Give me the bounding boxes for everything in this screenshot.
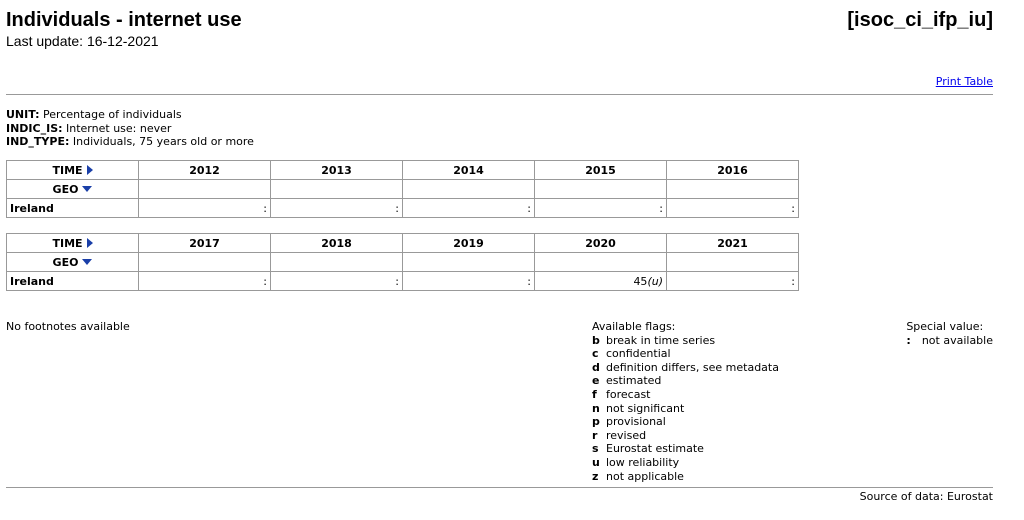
- geo-header-row: [7, 180, 799, 199]
- triangle-right-icon[interactable]: [87, 165, 93, 175]
- data-table-1: [6, 160, 799, 218]
- empty-cell: [271, 180, 403, 199]
- year-header: 2017: [139, 234, 271, 253]
- geo-dimension-header[interactable]: [7, 253, 139, 272]
- empty-cell: [667, 180, 799, 199]
- flag-code: s: [592, 442, 599, 456]
- value-cell: [667, 199, 799, 218]
- flag-label: break in time series: [606, 333, 716, 347]
- geo-label-ireland: Ireland: [7, 272, 139, 291]
- flag-label: not significant: [606, 401, 685, 415]
- geo-label-ireland: Ireland: [7, 199, 139, 218]
- value-cell: [271, 199, 403, 218]
- year-header: 2018: [271, 234, 403, 253]
- flag-label: not applicable: [606, 469, 684, 483]
- year-header: 2012: [139, 161, 271, 180]
- meta-unit: [6, 108, 254, 122]
- value-cell: [403, 199, 535, 218]
- flag-code: p: [592, 415, 600, 429]
- flag-item: [592, 456, 779, 470]
- value: :: [263, 274, 267, 288]
- meta-key: IND_TYPE:: [6, 135, 70, 148]
- meta-key: UNIT:: [6, 108, 40, 121]
- value: :: [527, 274, 531, 288]
- flag-label: forecast: [606, 387, 651, 401]
- value: :: [263, 201, 267, 215]
- empty-cell: [403, 180, 535, 199]
- flag-label: definition differs, see metadata: [606, 360, 779, 374]
- value: :: [791, 274, 795, 288]
- geo-header-row: [7, 253, 799, 272]
- empty-cell: [403, 253, 535, 272]
- flag-item: [592, 374, 779, 388]
- flag-code: z: [592, 469, 599, 483]
- empty-cell: [139, 253, 271, 272]
- source-note: Source of data: Eurostat: [859, 490, 993, 503]
- triangle-right-icon[interactable]: [87, 238, 93, 248]
- time-header-row: [7, 234, 799, 253]
- flag-item: [592, 415, 779, 429]
- value-cell: [535, 272, 667, 291]
- value-cell: [139, 272, 271, 291]
- geo-label: GEO: [52, 182, 79, 196]
- flags-title: Available flags:: [592, 320, 676, 333]
- flag-item: [592, 361, 779, 375]
- year-header: 2019: [403, 234, 535, 253]
- divider-bottom: [6, 487, 993, 488]
- value: :: [527, 201, 531, 215]
- meta-key: INDIC_IS:: [6, 121, 63, 135]
- flag-label: low reliability: [606, 455, 680, 469]
- special-value-legend: [906, 320, 993, 347]
- flag-code: f: [592, 387, 597, 401]
- value: :: [395, 274, 399, 288]
- empty-cell: [535, 180, 667, 199]
- value-cell: [403, 272, 535, 291]
- year-header: 2020: [535, 234, 667, 253]
- flag-label: estimated: [606, 374, 662, 388]
- flag-label: Eurostat estimate: [606, 442, 704, 456]
- geo-label: GEO: [52, 255, 79, 269]
- flag-item: [592, 402, 779, 416]
- special-value-label: not available: [921, 333, 993, 347]
- special-value-item: [906, 334, 993, 348]
- year-header: 2016: [667, 161, 799, 180]
- table-row: [7, 199, 799, 218]
- value: :: [395, 201, 399, 215]
- table-row: [7, 272, 799, 291]
- empty-cell: [139, 180, 271, 199]
- special-value-code: :: [906, 333, 911, 347]
- print-table-link[interactable]: Print Table: [935, 75, 993, 88]
- meta-value: Individuals, 75 years old or more: [72, 135, 254, 148]
- flag-item: [592, 429, 779, 443]
- value: 45: [633, 274, 648, 288]
- dataset-code: [isoc_ci_ifp_iu]: [847, 9, 993, 31]
- special-value-title: Special value:: [906, 320, 984, 333]
- empty-cell: [667, 253, 799, 272]
- year-header: 2015: [535, 161, 667, 180]
- meta-value: Internet use: never: [66, 121, 172, 135]
- flag-label: provisional: [606, 415, 666, 429]
- value: :: [659, 201, 663, 215]
- time-dimension-header[interactable]: [7, 161, 139, 180]
- flags-legend: [592, 320, 779, 483]
- value-cell: [139, 199, 271, 218]
- geo-dimension-header[interactable]: [7, 180, 139, 199]
- flag-item: [592, 347, 779, 361]
- flag-label: confidential: [606, 347, 671, 361]
- metadata-block: [6, 108, 254, 149]
- flag-code: d: [592, 360, 600, 374]
- year-header: 2013: [271, 161, 403, 180]
- value: :: [791, 201, 795, 215]
- empty-cell: [271, 253, 403, 272]
- meta-value: Percentage of individuals: [43, 108, 182, 121]
- meta-ind-type: [6, 135, 254, 149]
- flag-code: r: [592, 428, 598, 442]
- meta-indic-is: [6, 122, 254, 136]
- page-title: Individuals - internet use: [6, 9, 242, 31]
- year-header: 2014: [403, 161, 535, 180]
- time-label: TIME: [52, 236, 83, 250]
- time-dimension-header[interactable]: [7, 234, 139, 253]
- value-cell: [535, 199, 667, 218]
- divider-top: [6, 94, 993, 95]
- value-cell: [667, 272, 799, 291]
- triangle-down-icon[interactable]: [82, 259, 92, 265]
- empty-cell: [535, 253, 667, 272]
- flag-code: e: [592, 374, 600, 388]
- flag-item: [592, 388, 779, 402]
- value-cell: [271, 272, 403, 291]
- flag-code: u: [592, 455, 600, 469]
- flag-label: revised: [606, 428, 647, 442]
- time-header-row: [7, 161, 799, 180]
- year-header: 2021: [667, 234, 799, 253]
- footnotes: No footnotes available: [6, 320, 130, 333]
- flag-item: [592, 442, 779, 456]
- flag-code: c: [592, 347, 599, 361]
- last-update: Last update: 16-12-2021: [6, 33, 159, 49]
- flag-code: n: [592, 401, 600, 415]
- flag-code: b: [592, 333, 600, 347]
- value-flag: (u): [647, 274, 663, 288]
- data-table-2: [6, 233, 799, 291]
- flag-item: [592, 334, 779, 348]
- flag-item: [592, 470, 779, 484]
- triangle-down-icon[interactable]: [82, 186, 92, 192]
- time-label: TIME: [52, 163, 83, 177]
